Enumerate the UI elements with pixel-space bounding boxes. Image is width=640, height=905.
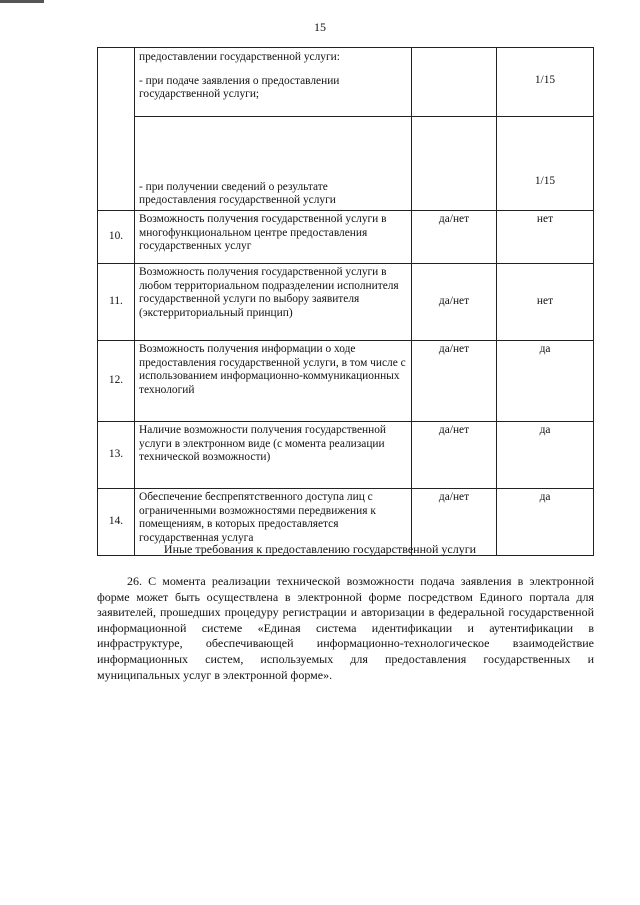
row-value-cell: 1/15 <box>497 48 594 117</box>
row-description-cell: Возможность получения государственной услуги в любом территориальном подразделении исполнителя государственной услуги по выбору заявителя (экстерриториальный принцип) <box>135 264 412 341</box>
row-description-cell <box>135 48 412 117</box>
row-value-cell: да <box>497 489 594 556</box>
row-number-cell <box>98 48 135 211</box>
row-unit-cell: да/нет <box>412 489 497 556</box>
row-description-cell: - при получении сведений о результате предоставления государственной услуги <box>135 117 412 211</box>
table-row <box>98 422 594 489</box>
top-edge-mark <box>0 0 44 3</box>
section-heading: Иные требования к предоставлению государственной услуги <box>163 542 477 556</box>
page-number: 15 <box>314 20 326 34</box>
requirements-table <box>97 47 594 556</box>
row-unit-cell: да/нет <box>412 211 497 264</box>
row-value-cell: да <box>497 341 594 422</box>
row-unit-cell <box>412 117 497 211</box>
row-description-cell: Возможность получения государственной услуги в многофункциональном центре предоставления государственных услуг <box>135 211 412 264</box>
table-row <box>98 341 594 422</box>
row-number-cell: 10. <box>98 211 135 264</box>
row-unit-cell: да/нет <box>412 341 497 422</box>
row-number-cell: 12. <box>98 341 135 422</box>
row-description-line: - при подаче заявления о предоставлении государственной услуги; <box>139 74 340 101</box>
table-row <box>98 117 594 211</box>
row-number-cell: 13. <box>98 422 135 489</box>
row-description-cell: Возможность получения информации о ходе предоставления государственной услуги, в том числе с использованием информационно-коммуникационных технологий <box>135 341 412 422</box>
table-row <box>98 211 594 264</box>
row-number-cell: 11. <box>98 264 135 341</box>
row-value-cell: нет <box>497 264 594 341</box>
row-description-cell: Обеспечение беспрепятственного доступа лиц с ограниченными возможностями передвижения к помещениям, в которых предоставляется государственная услуга <box>135 489 412 556</box>
row-unit-cell <box>412 48 497 117</box>
paragraph-26: 26. С момента реализации технической возможности подача заявления в электронной форме может быть осуществлена в электронной форме посредством Единого портала для заявителей, прошедших процедуру регистрации и авторизации в федеральной государственной информационной системе «Единая система идентификации и аутентификации в инфраструктуре, обеспечивающей информационно-технологическое взаимодействие информационных систем, используемых для предоставления государственных и муниципальных услуг в электронной форме». <box>97 574 594 682</box>
row-value-cell: 1/15 <box>497 117 594 211</box>
table-row <box>98 264 594 341</box>
row-number-cell: 14. <box>98 489 135 556</box>
table-row <box>98 48 594 117</box>
row-description-cell: Наличие возможности получения государственной услуги в электронном виде (с момента реализации технической возможности) <box>135 422 412 489</box>
row-value-cell: да <box>497 422 594 489</box>
row-value-cell: нет <box>497 211 594 264</box>
row-unit-cell: да/нет <box>412 264 497 341</box>
row-description-line: предоставлении государственной услуги: <box>139 51 340 63</box>
row-unit-cell: да/нет <box>412 422 497 489</box>
